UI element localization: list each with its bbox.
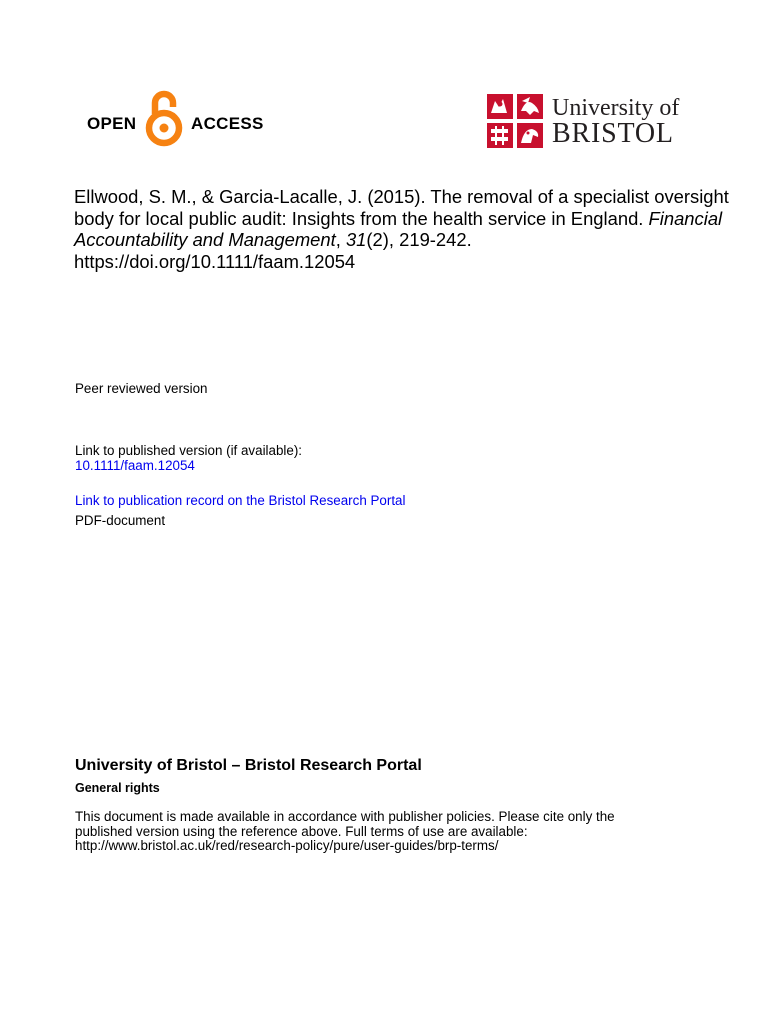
university-logo-line2: BRISTOL [552,118,674,149]
university-crest-icon [486,93,544,149]
open-access-logo [86,88,266,148]
general-rights-text [75,810,725,854]
citation-volume: 31 [345,229,367,250]
general-rights-line-1: This document is made available in accordance with publisher policies. Please cite only the [75,809,615,824]
publication-record-link[interactable]: Link to publication record on the Bristol Research Portal [75,493,406,508]
general-rights-line-2: published version using the reference above. Full terms of use are available: [75,823,528,839]
general-rights-heading: General rights [75,781,160,795]
open-access-word-access: ACCESS [191,114,264,133]
version-label: Peer reviewed version [75,381,208,396]
published-version-doi-link[interactable]: 10.1111/faam.12054 [75,458,195,473]
university-of-bristol-logo [486,93,688,149]
open-access-word-open: OPEN [87,114,137,133]
citation-authors-title: Ellwood, S. M., & Garcia-Lacalle, J. (2015). The removal of a specialist oversight body for local public audit: Insights from the health service in England. [74,186,729,229]
document-type-label: PDF-document [75,513,166,528]
citation [74,186,734,272]
terms-of-use-url: http://www.bristol.ac.uk/red/research-policy/pure/user-guides/brp-terms/ [75,838,499,854]
citation-separator: , [335,229,346,250]
published-version-label: Link to published version (if available): [75,443,303,458]
university-logo-line1: University of [552,95,680,121]
citation-journal: Financial Accountability and Management [74,207,723,250]
citation-issue-pages-doi: (2), 219-242. https://doi.org/10.1111/faam.12054 [74,229,472,272]
open-access-lock-icon [142,88,186,148]
portal-title: University of Bristol – Bristol Research Portal [75,757,422,774]
